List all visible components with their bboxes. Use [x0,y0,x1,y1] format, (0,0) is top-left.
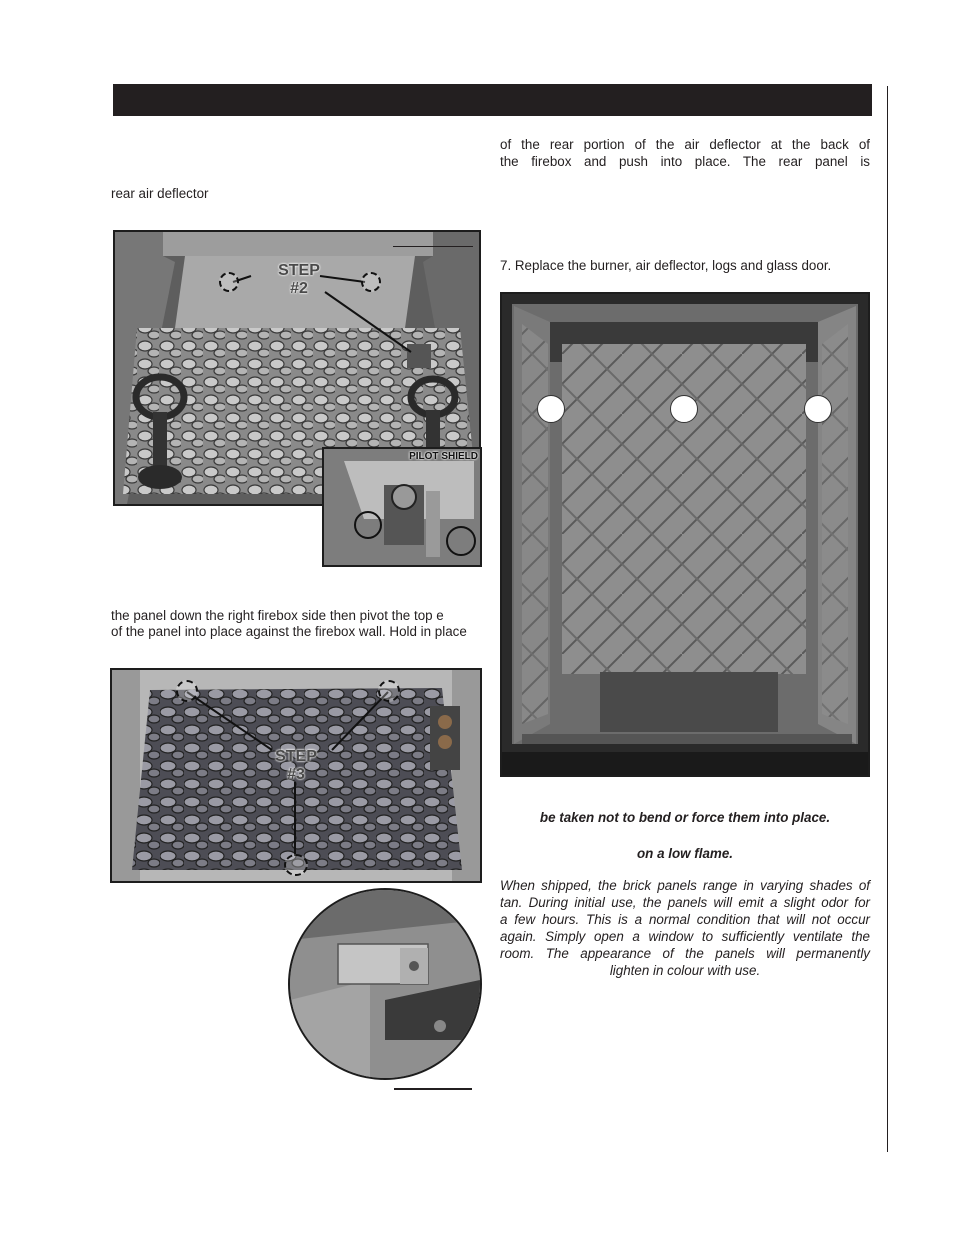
step2-label-line2: #2 [290,280,308,297]
step3-marker-left [176,680,198,702]
page-right-rule [887,86,888,1152]
left-para-line1: the panel down the right firebox side then pivot the top e [111,608,444,623]
step2-marker-left [219,272,239,292]
note-line-1: When shipped, the brick panels range in varying shades of [500,878,870,893]
photo-bracket-detail-circle [288,888,482,1080]
photo-step3-firebox [110,668,482,883]
right-para1-line2: the firebox and push into place. The rear panel is [500,154,870,169]
step2-label-line1: STEP [278,262,320,279]
step2-marker-right [361,272,381,292]
step3-label-line1: STEP [275,748,317,765]
left-para-line2: of the panel into place against the firebox wall. Hold in place [111,624,467,639]
note-line-4: again. Simply open a window to sufficiently ventilate the [500,929,870,944]
step3-label [268,748,324,784]
warning-text-1: be taken not to bend or force them into place. [539,810,831,825]
panel-marker-right [804,395,832,423]
step2-label [271,262,327,298]
pilot-shield-drawing [324,449,480,565]
note-line-3: a few hours. This is a normal condition that will not occur [500,912,870,927]
note-line-6: lighten in colour with use. [609,963,761,978]
photo-brick-panels [500,292,870,777]
panel-marker-left [537,395,565,423]
step3-marker-right [378,680,400,702]
step3-marker-bottom [284,854,308,876]
step7-text: 7. Replace the burner, air deflector, logs and glass door. [500,258,832,273]
warning-text-2: on a low flame. [637,846,733,861]
bottom-short-rule [394,1088,472,1090]
photo1-top-rule [393,246,473,247]
note-line-2: tan. During initial use, the panels will emit a slight odor for [500,895,870,910]
panel-marker-center [670,395,698,423]
pilot-shield-label: PILOT SHIELD [409,451,478,462]
note-line-5: room. The appearance of the panels will permanently [500,946,870,961]
left-caption-rear-air-deflector: rear air deflector [111,186,209,201]
brick-panels-drawing [502,294,868,775]
bracket-detail-drawing [290,890,480,1078]
section-header-bar [113,84,872,116]
photo-pilot-shield-inset [322,447,482,567]
right-para1-line1: of the rear portion of the air deflector at the back of [500,137,870,152]
step3-label-line2: #3 [287,766,305,783]
